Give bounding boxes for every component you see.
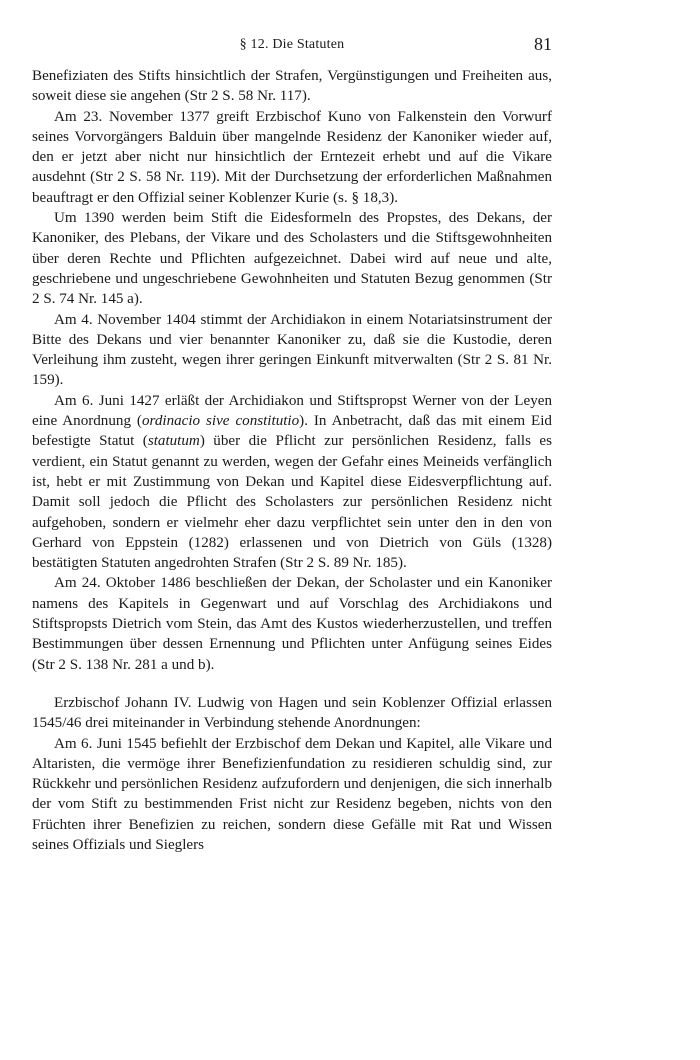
- paragraph-1: Benefiziaten des Stifts hinsichtlich der Strafen, Vergünstigungen und Freiheiten aus, soweit diese sie angehen (Str 2 S. 58 Nr. 117).: [32, 68, 552, 105]
- paragraph-6: Am 24. Oktober 1486 beschließen der Dekan, der Scholaster und ein Kanoniker namens des Kapitels in Gegenwart und auf Vorschlag des Archidiakons und Stiftspropsts Dietrich vom Stein, das Amt des Kustos wiederherzustellen, und treffen Bestimmungen über dessen Ernennung und Pflichten unter Anfügung seines Eides (Str 2 S. 138 Nr. 281 a und b).: [32, 575, 552, 673]
- paragraph-5-text-c: ) über die Pflicht zur persönlichen Residenz, falls es verdient, ein Statut genannt zu werden, wegen der Gefahr eines Meineids verfänglich ist, hebt er mit Zustimmung von Dekan und Kapitel diese Eidesverpflichtung auf. Damit soll jedoch die Pflicht des Scholasters zur persönlichen Residenz nicht aufgehoben, sondern er vielmehr eher dazu verpflichtet sein unter den in den von Gerhard von Eppstein (1282) erlassenen und von Dietrich von Güls (1328) bestätigten Statuten angedrohten Strafen (Str 2 S. 89 Nr. 185).: [32, 433, 553, 572]
- paragraph-3: Um 1390 werden beim Stift die Eidesformeln des Propstes, des Dekans, der Kanoniker, des Plebans, der Vikare und des Scholasters und die Stiftsgewohnheiten über deren Rechte und Pflichten aufgezeichnet. Dabei wird auf neue und alte, geschriebene und ungeschriebene Gewohnheiten und Statuten Bezug genommen (Str 2 S. 74 Nr. 145 a).: [32, 210, 552, 308]
- latin-term-statutum: statutum: [147, 433, 200, 450]
- paragraph-8: Am 6. Juni 1545 befiehlt der Erzbischof dem Dekan und Kapitel, alle Vikare und Altaristen, die vermöge ihrer Benefizienfundation zu residieren schuldig sind, zur Rückkehr und persönlichen Residenz aufzufordern und denjenigen, die sich innerhalb der vom Stift zu bestimmenden Frist nicht zur Residenz begeben, nichts von den Früchten ihrer Benefizien zu reichen, sondern diese Gefälle mit Rat und Wissen seines Offizials und Sieglers: [32, 735, 552, 853]
- paragraph-2: Am 23. November 1377 greift Erzbischof Kuno von Falkenstein den Vorwurf seines Vorvorgängers Balduin über mangelnde Residenz der Kanoniker wieder auf, den er jetzt aber nicht nur hinsichtlich der Erntezeit erhebt und auf die Vikare ausdehnt (Str 2 S. 58 Nr. 119). Mit der Durchsetzung der erforderlichen Maßnahmen beauftragt er den Offizial seiner Koblenzer Kurie (s. § 18,3).: [32, 108, 552, 206]
- paragraph-7: Erzbischof Johann IV. Ludwig von Hagen und sein Koblenzer Offizial erlassen 1545/46 drei miteinander in Verbindung stehende Anordnungen:: [32, 694, 552, 732]
- paragraph-5-text-b: ). In Anbetracht, daß das mit einem Eid befestigte Statut (: [32, 413, 552, 450]
- running-head: [32, 34, 552, 56]
- paragraph-5-text-a: Am 6. Juni 1427 erläßt der Archidiakon und Stiftspropst Werner von der Leyen eine Anordnung (: [32, 392, 552, 430]
- book-page: [32, 34, 552, 855]
- page-number: 81: [534, 34, 552, 54]
- paragraph-4: Am 4. November 1404 stimmt der Archidiakon in einem Notariatsinstrument der Bitte des Dekans und vier benannter Kanoniker zu, daß sie die Kustodie, deren Verleihung ihm zusteht, wegen ihrer geringen Einkunft mitverwalten (Str 2 S. 81 Nr. 159).: [32, 311, 552, 389]
- running-title: § 12. Die Statuten: [239, 37, 345, 52]
- paragraph-5: [32, 391, 552, 574]
- latin-term-ordinacio: ordinacio sive constitutio: [141, 413, 300, 430]
